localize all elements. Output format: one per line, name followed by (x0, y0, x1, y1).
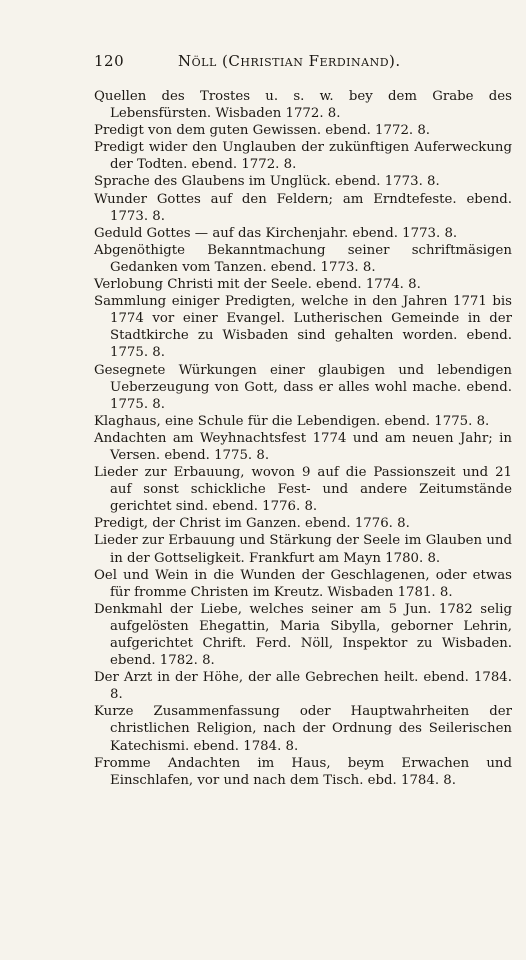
bibliography-entry: Gesegnete Würkungen einer glaubigen und lebendigen Ueberzeugung von Gott, dass er alles wohl mache. ebend. 1775. 8. (94, 362, 512, 412)
bibliography-entry: Kurze Zusammenfassung oder Hauptwahrheiten der christlichen Religion, nach der Ordnung des Seilerischen Katechismi. ebend. 1784. 8. (94, 704, 512, 754)
bibliography-entry: Lieder zur Erbauung und Stärkung der Seele im Glauben und in der Gottseligkeit. Frankfurt am Mayn 1780. 8. (94, 533, 512, 566)
bibliography-entry: Sprache des Glaubens im Unglück. ebend. 1773. 8. (94, 174, 440, 190)
bibliography-entry: Geduld Gottes — auf das Kirchenjahr. ebend. 1773. 8. (94, 225, 458, 241)
bibliography-entry: Verlobung Christi mit der Seele. ebend. 1774. 8. (94, 277, 421, 293)
page-number: 120 (94, 52, 125, 70)
bibliography-entry: Andachten am Weyhnachtsfest 1774 und am neuen Jahr; in Versen. ebend. 1775. 8. (94, 430, 512, 463)
bibliography-entry: Wunder Gottes auf den Feldern; am Erndtefeste. ebend. 1773. 8. (94, 191, 512, 224)
bibliography-list (94, 88, 512, 789)
bibliography-entry: Predigt wider den Unglauben der zukünftigen Auferweckung der Todten. ebend. 1772. 8. (94, 140, 512, 173)
bibliography-entry: Klaghaus, eine Schule für die Lebendigen. ebend. 1775. 8. (94, 413, 490, 429)
bibliography-entry: Sammlung einiger Predigten, welche in den Jahren 1771 bis 1774 vor einer Evangel. Lutherischen Gemeinde in der Stadtkirche zu Wisbaden sind gehalten worden. ebend. 1775. 8. (94, 294, 512, 361)
bibliography-entry: Lieder zur Erbauung, wovon 9 auf die Passionszeit und 21 auf sonst schickliche Fest- und andere Zeitumstände gerichtet sind. ebend. 1776. 8. (94, 465, 512, 515)
bibliography-entry: Predigt von dem guten Gewissen. ebend. 1772. 8. (94, 123, 431, 139)
bibliography-entry: Der Arzt in der Höhe, der alle Gebrechen heilt. ebend. 1784. 8. (94, 670, 512, 703)
bibliography-entry: Oel und Wein in die Wunden der Geschlagenen, oder etwas für fromme Christen im Kreutz. Wisbaden 1781. 8. (94, 567, 512, 600)
bibliography-entry: Denkmahl der Liebe, welches seiner am 5 Jun. 1782 selig aufgelösten Ehegattin, Maria Sibylla, geborner Lehrin, aufgerichtet Chrift. Ferd. Nöll, Inspektor zu Wisbaden. ebend. 1782. 8. (94, 601, 512, 669)
running-title: Nöll (Christian Ferdinand). (178, 52, 401, 70)
bibliography-entry: Predigt, der Christ im Ganzen. ebend. 1776. 8. (94, 516, 410, 532)
bibliography-entry: Fromme Andachten im Haus, beym Erwachen und Einschlafen, vor und nach dem Tisch. ebd. 1784. 8. (94, 755, 512, 788)
bibliography-entry: Quellen des Trostes u. s. w. bey dem Grabe des Lebensfürsten. Wisbaden 1772. 8. (94, 89, 512, 122)
bibliography-entry: Abgenöthigte Bekanntmachung seiner schriftmäsigen Gedanken vom Tanzen. ebend. 1773. 8. (94, 242, 512, 275)
